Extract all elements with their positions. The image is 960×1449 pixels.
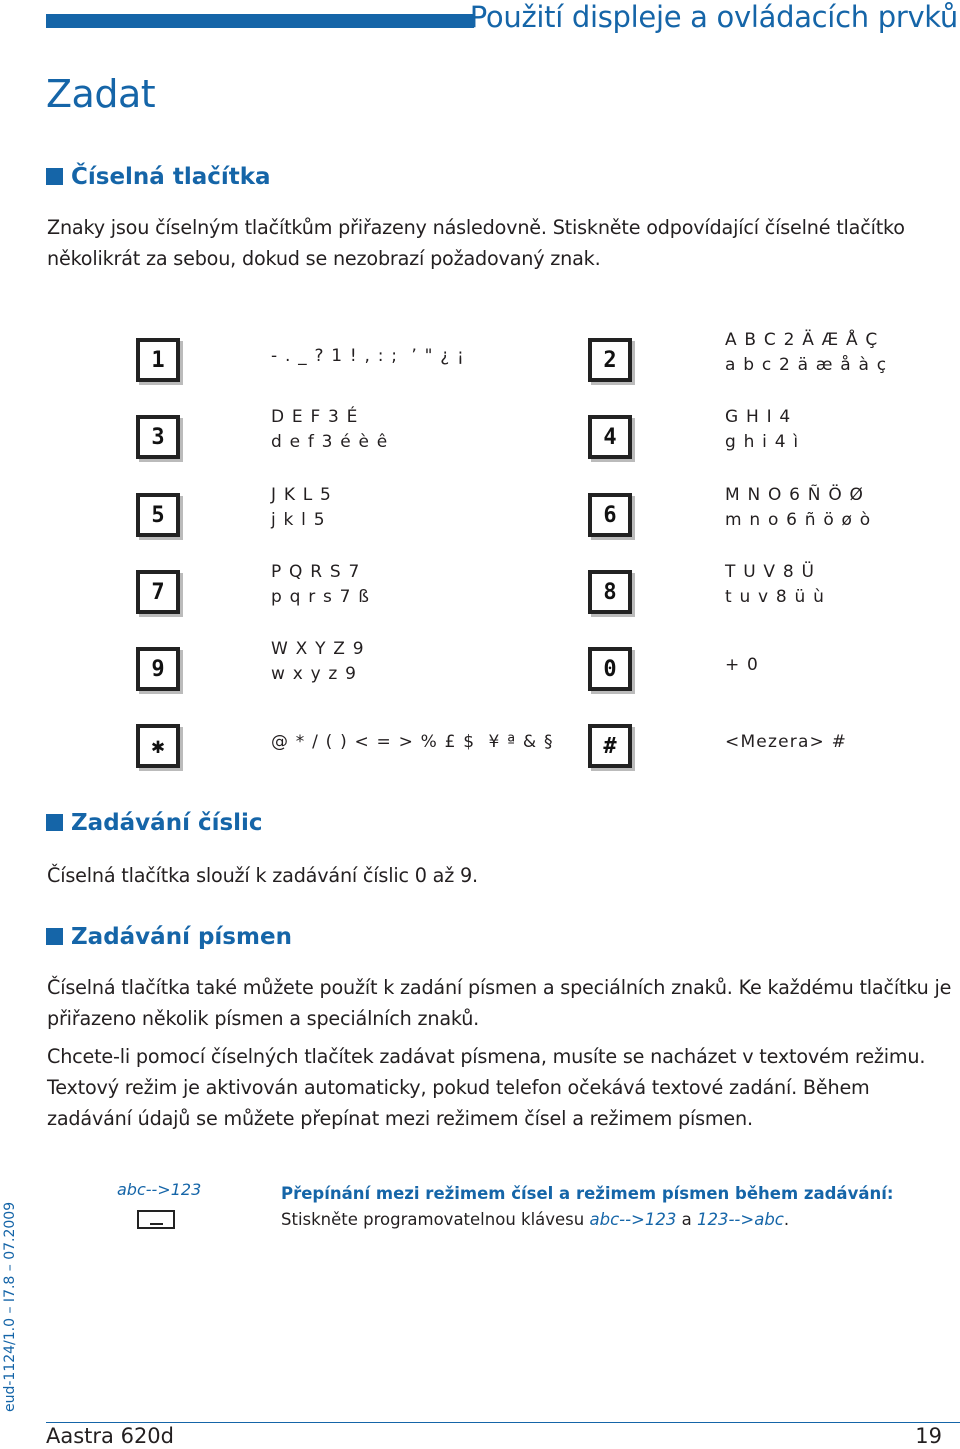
section-heading-digit-entry: Zadávání číslic bbox=[46, 810, 263, 836]
characters-line-1: + 0 bbox=[725, 655, 760, 675]
characters-line-2: a b c 2 ä æ å à ç bbox=[725, 355, 888, 375]
key-characters bbox=[725, 560, 825, 610]
key-characters bbox=[271, 405, 388, 455]
characters-line-1: A B C 2 Ä Æ Å Ç bbox=[725, 330, 879, 350]
characters-line-2: d e f 3 é è ê bbox=[271, 432, 389, 452]
key-hash-icon: # bbox=[588, 724, 632, 768]
characters-line-1: @ * / ( ) < = > % £ $ ¥ ª & § bbox=[271, 732, 554, 752]
footer-divider bbox=[46, 1422, 960, 1423]
key-characters bbox=[725, 653, 759, 678]
footer-product: Aastra 620d bbox=[46, 1424, 174, 1448]
key-5-icon: 5 bbox=[136, 493, 180, 537]
characters-line-1: P Q R S 7 bbox=[271, 562, 361, 582]
section-heading-letter-entry: Zadávání písmen bbox=[46, 924, 292, 950]
characters-line-1: M N O 6 Ñ Ö Ø bbox=[725, 485, 865, 505]
characters-line-2: t u v 8 ü ù bbox=[725, 587, 826, 607]
characters-line-1: G H I 4 bbox=[725, 407, 792, 427]
characters-line-2: m n o 6 ñ ö ø ò bbox=[725, 510, 872, 530]
bullet-square-icon bbox=[46, 168, 63, 185]
page-number: 19 bbox=[915, 1424, 942, 1448]
header-bar bbox=[46, 14, 474, 28]
key-2-icon: 2 bbox=[588, 338, 632, 382]
key-0-icon: 0 bbox=[588, 647, 632, 691]
characters-line-1: - . _ ? 1 ! , : ; ’ " ¿ ¡ bbox=[271, 346, 466, 366]
key-characters bbox=[725, 730, 847, 755]
key-characters bbox=[725, 405, 799, 455]
softkey-label: abc-->123 bbox=[117, 1180, 202, 1199]
softkey-icon bbox=[137, 1210, 175, 1229]
key-7-icon: 7 bbox=[136, 570, 180, 614]
characters-line-1: J K L 5 bbox=[271, 485, 333, 505]
section-heading-numeric-keys: Číselná tlačítka bbox=[46, 164, 271, 190]
characters-line-2: p q r s 7 ß bbox=[271, 587, 371, 607]
bullet-square-icon bbox=[46, 928, 63, 945]
characters-line-1: W X Y Z 9 bbox=[271, 639, 365, 659]
tip-title: Přepínání mezi režimem čísel a režimem písmen během zadávání: bbox=[281, 1184, 894, 1203]
characters-line-1: D E F 3 É bbox=[271, 407, 359, 427]
header-title: Použití displeje a ovládacích prvků bbox=[469, 0, 958, 34]
tip-text: Stiskněte programovatelnou klávesu abc-->123 a 123-->abc. bbox=[281, 1210, 790, 1229]
key-characters bbox=[725, 328, 887, 378]
key-3-icon: 3 bbox=[136, 415, 180, 459]
key-characters bbox=[271, 730, 554, 755]
digit-entry-text: Číselná tlačítka slouží k zadávání číslic 0 až 9. bbox=[47, 864, 478, 887]
characters-line-2: g h i 4 ì bbox=[725, 432, 800, 452]
key-4-icon: 4 bbox=[588, 415, 632, 459]
characters-line-1: <Mezera> # bbox=[725, 732, 848, 752]
key-6-icon: 6 bbox=[588, 493, 632, 537]
key-star-icon: ✱ bbox=[136, 724, 180, 768]
key-characters bbox=[725, 483, 871, 533]
numeric-keys-text: Znaky jsou číselným tlačítkům přiřazeny následovně. Stiskněte odpovídající číselné tlačítko několikrát za sebou, dokud se nezobrazí požadovaný znak. bbox=[47, 216, 905, 270]
document-code: eud-1124/1.0 – I7.8 – 07.2009 bbox=[2, 1201, 18, 1412]
characters-line-2: j k l 5 bbox=[271, 510, 326, 530]
key-9-icon: 9 bbox=[136, 647, 180, 691]
key-8-icon: 8 bbox=[588, 570, 632, 614]
key-characters bbox=[271, 637, 365, 687]
key-characters bbox=[271, 560, 370, 610]
key-1-icon: 1 bbox=[136, 338, 180, 382]
characters-line-2: w x y z 9 bbox=[271, 664, 358, 684]
letter-entry-text: Číselná tlačítka také můžete použít k zadání písmen a speciálních znaků. Ke každému tlačítku je přiřazeno několik písmen a speciálních znaků. Chcete-li pomocí číselných tlačítek zadávat písmena, musíte se nacházet v textovém režimu. Textový režim je aktivován automaticky, pokud telefon očekává textové zadání. Během zadávání údajů se můžete přepínat mezi režimem čísel a režimem písmen. bbox=[47, 976, 952, 1130]
page-title: Zadat bbox=[46, 72, 156, 116]
key-characters bbox=[271, 483, 332, 533]
characters-line-1: T U V 8 Ü bbox=[725, 562, 816, 582]
key-characters bbox=[271, 344, 465, 369]
bullet-square-icon bbox=[46, 814, 63, 831]
